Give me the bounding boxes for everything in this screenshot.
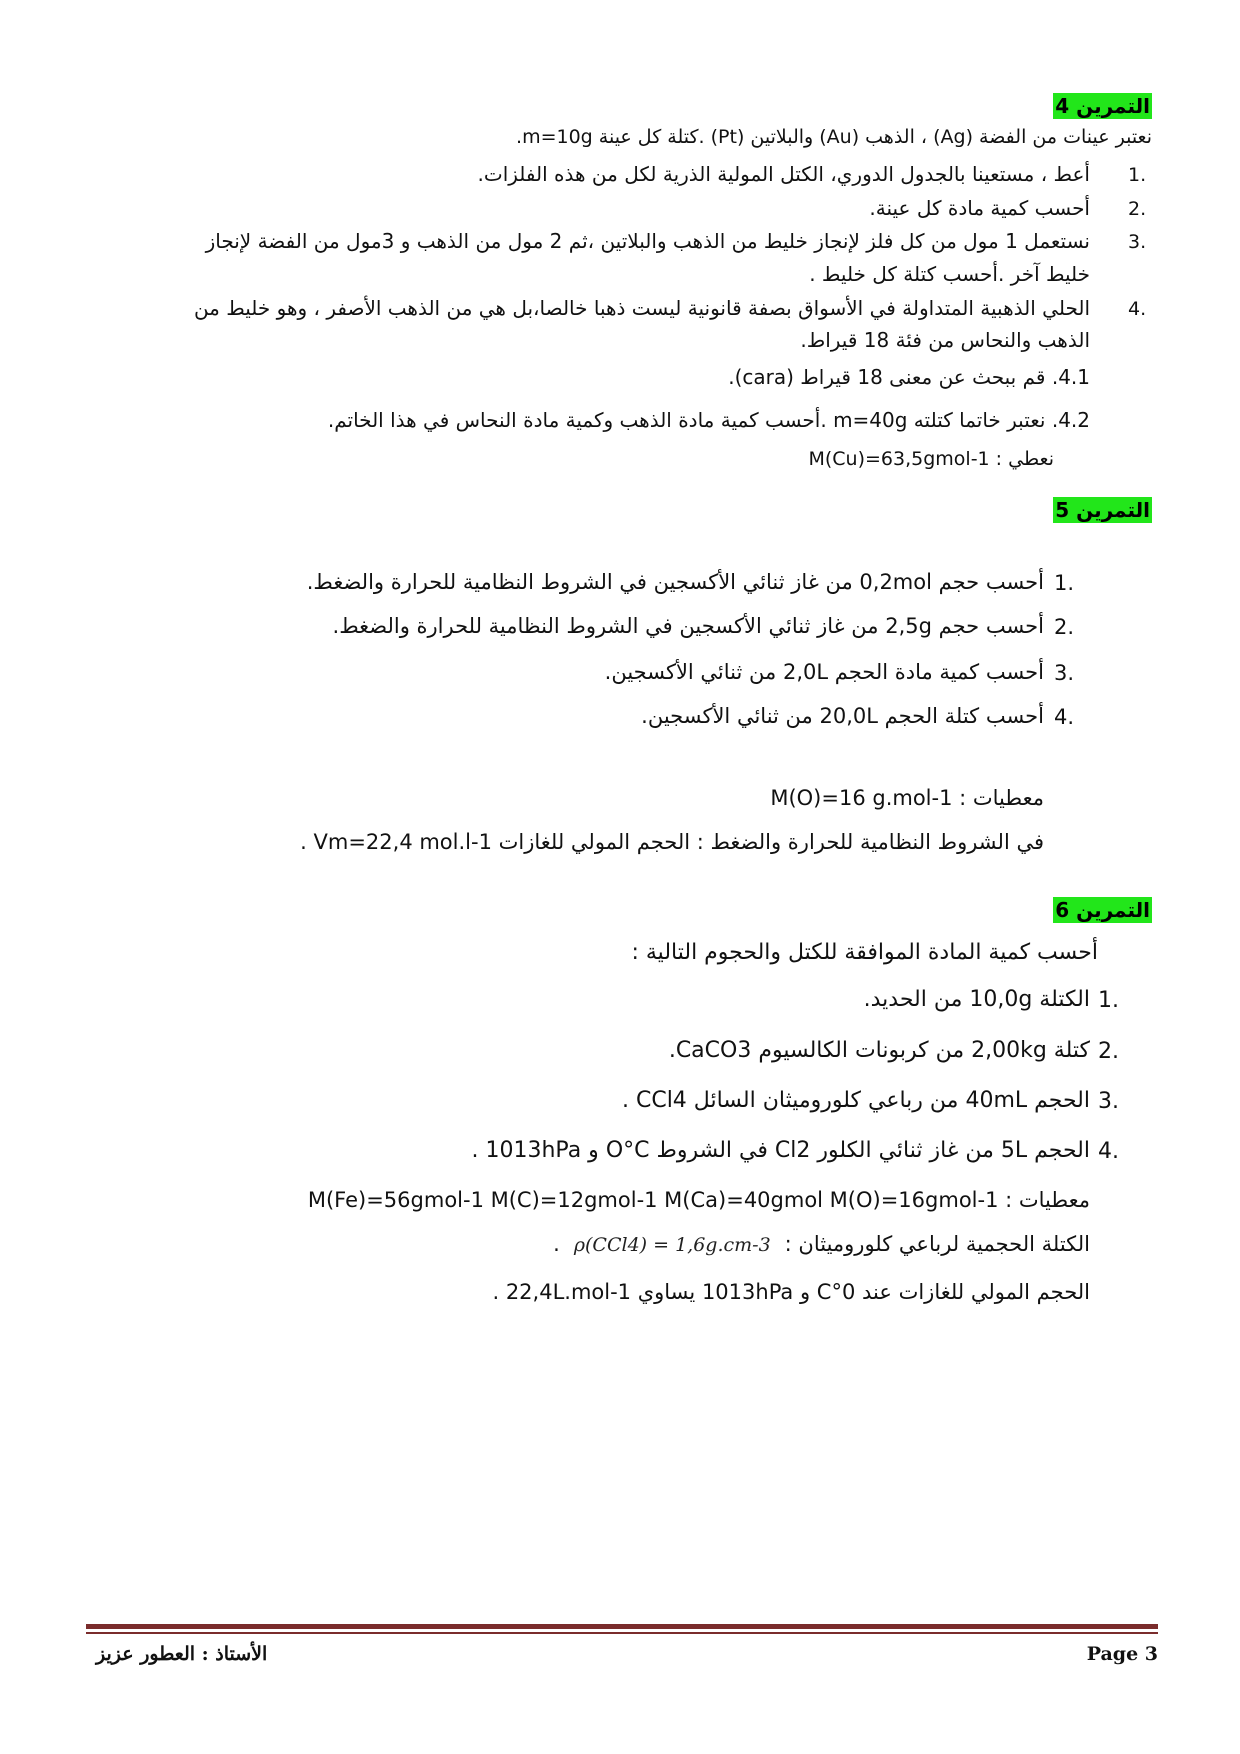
ex4-item-3-line1: نستعمل 1 مول من كل فلز لإنجاز خليط من الذهب والبلاتين ،ثم 2 مول من الذهب و 3مول من الفضة لإنجاز [205,229,1090,253]
ex4-item-3-line2: خليط آخر .أحسب كتلة كل خليط . [809,262,1090,286]
ex4-sub-4-1: 4.1. قم ببحث عن معنى 18 قيراط (cara). [728,365,1090,389]
ex6-item-4-text: الحجم 5L من غاز ثنائي الكلور Cl2 في الشروط O°C و 1013hPa . [471,1138,1090,1163]
ex4-item-1-number: 1. [1128,164,1147,186]
ex6-item-2-number: 2. [1098,1039,1119,1064]
ex4-item-4-number: 4. [1128,298,1147,320]
ex6-given-2-label: الكتلة الحجمية لرباعي كلوروميثان : [784,1232,1090,1256]
ex5-item-2-number: 2. [1054,615,1075,639]
ex5-given-1: معطيات : M(O)=16 g.mol-1 [770,786,1044,810]
ex6-given-3: الحجم المولي للغازات عند 0°C و 1013hPa يساوي 22,4L.mol-1 . [492,1280,1090,1304]
ex4-given: نعطي : M(Cu)=63,5gmol-1 [808,448,1054,470]
ex5-item-1-text: أحسب حجم 0,2mol من غاز ثنائي الأكسجين في الشروط النظامية للحرارة والضغط. [306,570,1044,594]
exercise-5-heading: التمرين 5 [1055,498,1150,522]
ex6-item-2-text: كتلة 2,00kg من كربونات الكالسيوم CaCO3. [668,1038,1090,1063]
ex5-item-4-text: أحسب كتلة الحجم 20,0L من ثنائي الأكسجين. [641,704,1044,728]
ex4-item-1-text: أعط ، مستعينا بالجدول الدوري، الكتل المولية الذرية لكل من هذه الفلزات. [477,162,1090,186]
ex4-item-4-line2: الذهب والنحاس من فئة 18 قيراط. [800,328,1090,352]
exercise-4-heading: التمرين 4 [1055,94,1150,118]
ex4-item-4-line1: الحلي الذهبية المتداولة في الأسواق بصفة قانونية ليست ذهبا خالصا،بل هي من الذهب الأصفر ، وهو خليط من [193,296,1090,320]
ex4-item-2-number: 2. [1128,198,1147,220]
ex5-item-3-text: أحسب كمية مادة الحجم 2,0L من ثنائي الأكسجين. [604,660,1044,684]
ex6-item-1-text: الكتلة 10,0g من الحديد. [863,987,1090,1012]
ex5-item-2-text: أحسب حجم 2,5g من غاز ثنائي الأكسجين في الشروط النظامية للحرارة والضغط. [332,614,1044,638]
ex5-item-3-number: 3. [1054,661,1075,685]
ex6-item-1-number: 1. [1098,988,1119,1013]
ex5-item-1-number: 1. [1054,571,1075,595]
ex4-item-3-number: 3. [1128,231,1147,253]
ex6-intro: أحسب كمية المادة الموافقة للكتل والحجوم التالية : [631,940,1098,965]
footer-author: الأستاذ : العطور عزيز [96,1643,268,1665]
exercise-4-intro: نعتبر عينات من الفضة (Ag) ، الذهب (Au) والبلاتين (Pt) .كتلة كل عينة m=10g. [516,126,1152,148]
footer-divider-thin [86,1632,1158,1634]
ex6-given-2-end: . [553,1232,560,1256]
ex5-given-2: في الشروط النظامية للحرارة والضغط : الحجم المولي للغازات Vm=22,4 mol.l-1 . [300,830,1044,854]
ex6-item-3-text: الحجم 40mL من رباعي كلوروميثان السائل CCl4 . [621,1088,1090,1113]
ccl4-density-formula: ρ(CCl4) = 1,6g.cm-3 [573,1234,771,1256]
footer-divider [86,1624,1158,1629]
ex6-item-4-number: 4. [1098,1139,1119,1164]
ex5-item-4-number: 4. [1054,705,1075,729]
ex6-given-1: معطيات : M(Fe)=56gmol-1 M(C)=12gmol-1 M(Ca)=40gmol M(O)=16gmol-1 [307,1188,1090,1212]
footer-page-number: Page 3 [1086,1643,1158,1665]
exercise-6-heading: التمرين 6 [1055,898,1150,922]
ex6-item-3-number: 3. [1098,1089,1119,1114]
ex4-item-2-text: أحسب كمية مادة كل عينة. [869,196,1090,220]
ex6-given-2-line [553,1232,1090,1256]
ex4-sub-4-2: 4.2. نعتبر خاتما كتلته m=40g .أحسب كمية مادة الذهب وكمية مادة النحاس في هذا الخاتم. [327,408,1090,432]
